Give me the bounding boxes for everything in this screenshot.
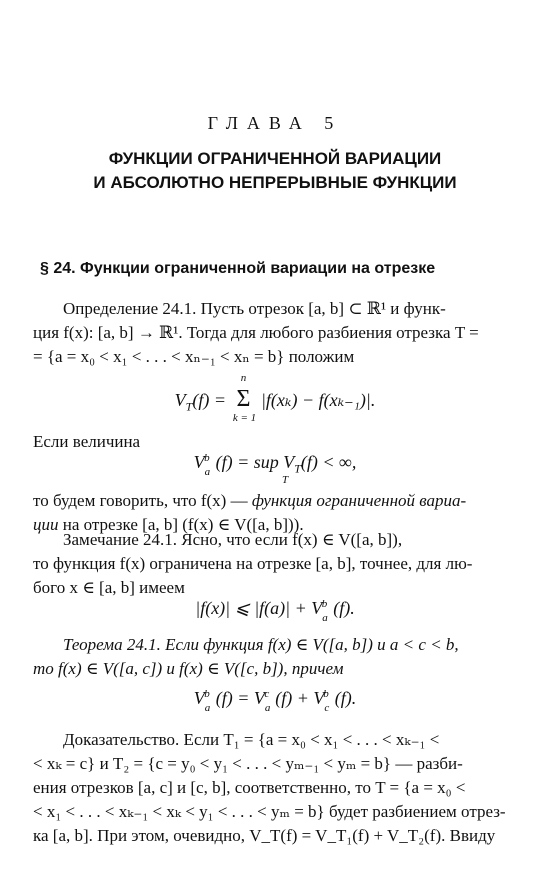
remark-line-1: Замечание 24.1. Ясно, что если f(x) ∈ V([a, b]), [63,530,403,549]
then-line-1-text: то будем говорить, что f(x) — [33,491,252,510]
formula-2-sub: T [294,461,301,476]
formula-3-body: |f(x)| ⩽ |f(a)| + V [195,598,323,618]
formula-1-tail: |f(xₖ) − f(xₖ₋₁)|. [260,390,376,410]
proof-line-4: < x₁ < . . . < xₖ₋₁ < xₖ < y₁ < . . . < yₘ = b} будет разбиением отрез- [33,802,506,821]
formula-variation-sum [0,372,550,424]
definition-line-3: = {a = x₀ < x₁ < . . . < xₙ₋₁ < xₙ = b} положим [33,347,355,366]
chapter-title-line-1: ФУНКЦИИ ОГРАНИЧЕННОЙ ВАРИАЦИИ [108,149,442,168]
formula-3-tail: (f). [333,598,355,618]
theorem-line-2: то f(x) ∈ V([a, c]) и f(x) ∈ V([c, b]), причем [33,659,344,678]
proof-line-1: Доказательство. Если T₁ = {a = x₀ < x₁ < . . . < xₖ₋₁ < [63,730,440,749]
if-value-line: Если величина [33,432,141,451]
formula-bound: |f(x)| ⩽ $|f(a)| + V_a^b$ (f). [195,598,355,624]
formula-1-lower: k = 1 [232,412,257,424]
formula-1-rest: (f) = [192,390,231,410]
then-line-2-text: на отрезке [a, b] (f(x) ∈ V([a, b])). [58,515,304,534]
definition-line-1: Определение 24.1. Пусть отрезок [a, b] ⊂ ℝ¹ и функ- [63,299,446,318]
formula-4-a: (f) = V [215,688,265,708]
remark-line-3: бого x ∈ [a, b] имеем [33,578,185,597]
formula-2-tail: (f) < ∞, [300,452,357,472]
sum-symbol: Σ [236,386,251,412]
formula-4-b: (f) + V [275,688,325,708]
proof-line-2: < xₖ = c} и T₂ = {c = y₀ < y₁ < . . . < yₘ₋₁ < yₘ = b} — разби- [33,754,463,773]
remark-paragraph [33,528,521,600]
chapter-heading: ГЛАВА 5 [207,113,343,133]
formula-sup: $V_a^b$ (f) = sup $V_T(f)$ < ∞, T [193,452,357,486]
then-line-1 [33,489,521,513]
theorem-line-1: Теорема 24.1. Если функция f(x) ∈ V([a, b]) и a < c < b, [63,635,459,654]
proof-paragraph [33,728,521,848]
formula-1-sub: T [185,399,193,414]
definition-paragraph [33,297,521,369]
theorem-paragraph [33,633,521,681]
chapter-title-line-2: И АБСОЛЮТНО НЕПРЕРЫВНЫЕ ФУНКЦИИ [93,173,457,192]
formula-1-v: V [174,390,186,410]
chapter-title [0,147,550,195]
formula-2-body: (f) = sup V [215,452,295,472]
formula-additivity: $V_a^b$ $(f) = V_a^c$ $(f) + V_c^b$ (f). [193,688,357,714]
then-line-1-italic: функция ограниченной вариа- [251,491,467,510]
definition-line-2: ция f(x): [a, b] → ℝ¹. Тогда для любого разбиения отрезка T = [33,323,479,342]
formula-4-c: (f). [334,688,357,708]
formula-1-upper: n [240,372,247,384]
section-heading: § 24. Функции ограниченной вариации на отрезке [40,260,436,277]
remark-line-2: то функция f(x) ограничена на отрезке [a, b], точнее, для лю- [33,554,473,573]
proof-line-5: ка [a, b]. При этом, очевидно, V_T(f) = V_T₁(f) + V_T₂(f). Ввиду [33,826,496,845]
formula-2-sup-index: T [282,474,289,486]
proof-line-3: ения отрезков [a, c] и [c, b], соответственно, то T = {a = x₀ < [33,778,466,797]
then-line-2-italic: ции [33,515,59,534]
